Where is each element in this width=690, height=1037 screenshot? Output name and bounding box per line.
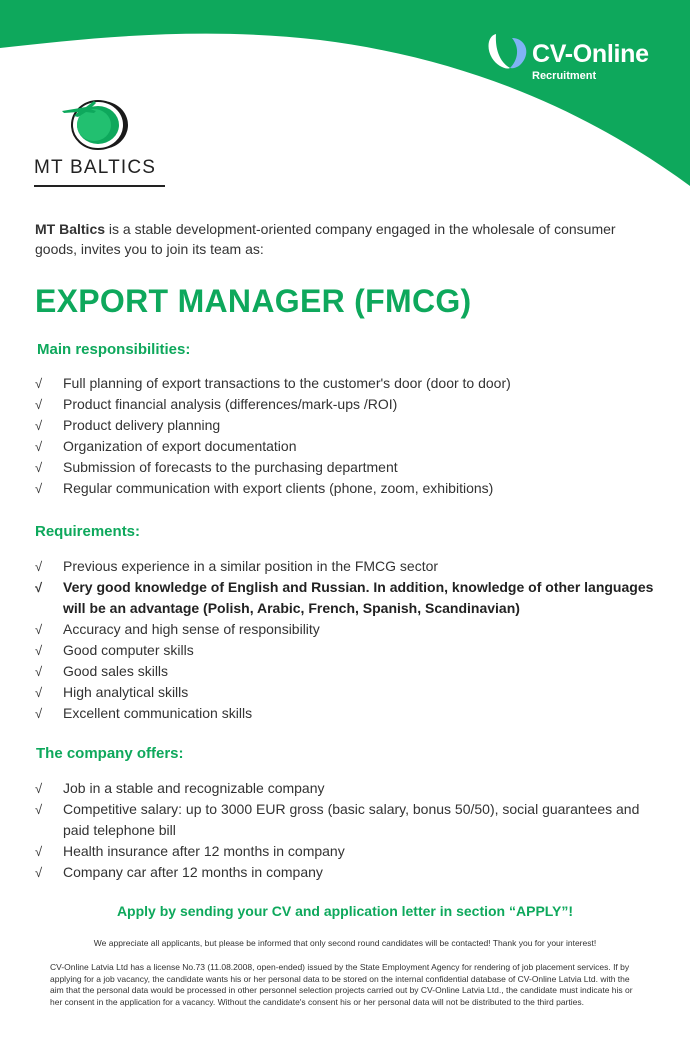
check-icon: √: [35, 685, 43, 700]
list-item: √ Accuracy and high sense of responsibility: [35, 619, 665, 640]
logo-underline: [34, 185, 165, 187]
list-item: √ Product delivery planning: [35, 415, 665, 436]
list-item: √ Good computer skills: [35, 640, 665, 661]
check-icon: √: [35, 844, 43, 859]
list-item: √ Full planning of export transactions to the customer's door (door to door): [35, 373, 665, 394]
list-item: √ Very good knowledge of English and Russian. In addition, knowledge of other languages will be an advantage (Polish, Arabic, French, Spanish, Scandinavian): [35, 579, 654, 616]
check-icon: √: [35, 664, 43, 679]
list-item: √ Submission of forecasts to the purchasing department: [35, 457, 665, 478]
check-icon: √: [35, 559, 43, 574]
list-item: √ Good sales skills: [35, 661, 665, 682]
list-item: √ Organization of export documentation: [35, 436, 665, 457]
section-title-requirements: Requirements:: [35, 523, 141, 540]
section-title-responsibilities: Main responsibilities:: [37, 341, 191, 358]
check-icon: √: [35, 439, 43, 454]
list-item: √ Regular communication with export clients (phone, zoom, exhibitions): [35, 478, 665, 499]
check-icon: √: [35, 802, 43, 817]
check-icon: √: [35, 643, 43, 658]
section-title-offers: The company offers:: [36, 745, 184, 762]
cv-online-name: CV-Online: [532, 40, 649, 68]
check-icon: √: [35, 622, 43, 637]
mt-baltics-wordmark: MT BALTICS: [34, 157, 157, 178]
check-icon: √: [35, 376, 43, 391]
license-disclaimer: CV-Online Latvia Ltd has a license No.73 (11.08.2008, open-ended) issued by the State Employment Agency for rendering of job placement services. If by applying for a job vacancy, the candidate wants his or her personal data to be stored on the internal confidential database of CV-Online Latvia Ltd. with the aim that the personal data would be processed in other personnel selection projects carried out by CV-Online Latvia Ltd., the candidate must indicate his or her consent in the application for a vacancy. Without the candidate's consent his or her personal data will not be distributed to the third parties.: [50, 962, 633, 1007]
cv-online-logo[interactable]: [486, 30, 666, 86]
requirements-list: [35, 556, 665, 724]
airplane-globe-icon: [34, 97, 169, 157]
list-item: √ High analytical skills: [35, 682, 665, 703]
check-icon: √: [35, 460, 43, 475]
apply-instruction: Apply by sending your CV and application letter in section “APPLY”!: [116, 903, 574, 919]
intro-company: MT Baltics: [35, 221, 106, 237]
applicant-note: We appreciate all applicants, but please be informed that only second round candidates will be contacted! Thank you for your interest!: [93, 938, 597, 948]
responsibilities-list: [35, 373, 665, 499]
list-item: √ Excellent communication skills: [35, 703, 665, 724]
offers-list: [35, 778, 665, 883]
cv-online-mark-icon: [486, 32, 530, 72]
check-icon: √: [35, 418, 43, 433]
check-icon: √: [35, 706, 43, 721]
job-title: EXPORT MANAGER (FMCG): [35, 283, 472, 319]
list-item: √ Competitive salary: up to 3000 EUR gross (basic salary, bonus 50/50), social guarantees and paid telephone bill: [35, 801, 640, 838]
list-item: √ Previous experience in a similar position in the FMCG sector: [35, 556, 665, 577]
list-item: √ Job in a stable and recognizable company: [35, 778, 665, 799]
check-icon: √: [35, 865, 43, 880]
check-icon: √: [35, 781, 43, 796]
check-icon: √: [35, 397, 43, 412]
cv-online-subtitle: Recruitment: [532, 70, 597, 82]
mt-baltics-logo: [34, 97, 169, 189]
list-item: √ Product financial analysis (differences/mark-ups /ROI): [35, 394, 665, 415]
check-icon: √: [35, 481, 43, 496]
list-item: √ Company car after 12 months in company: [35, 862, 665, 883]
intro-text: is a stable development-oriented company engaged in the wholesale of consumer goods, invites you to join its team as:: [35, 221, 616, 257]
check-icon: √: [35, 580, 43, 595]
intro-paragraph: [35, 219, 655, 259]
list-item: √ Health insurance after 12 months in company: [35, 841, 665, 862]
